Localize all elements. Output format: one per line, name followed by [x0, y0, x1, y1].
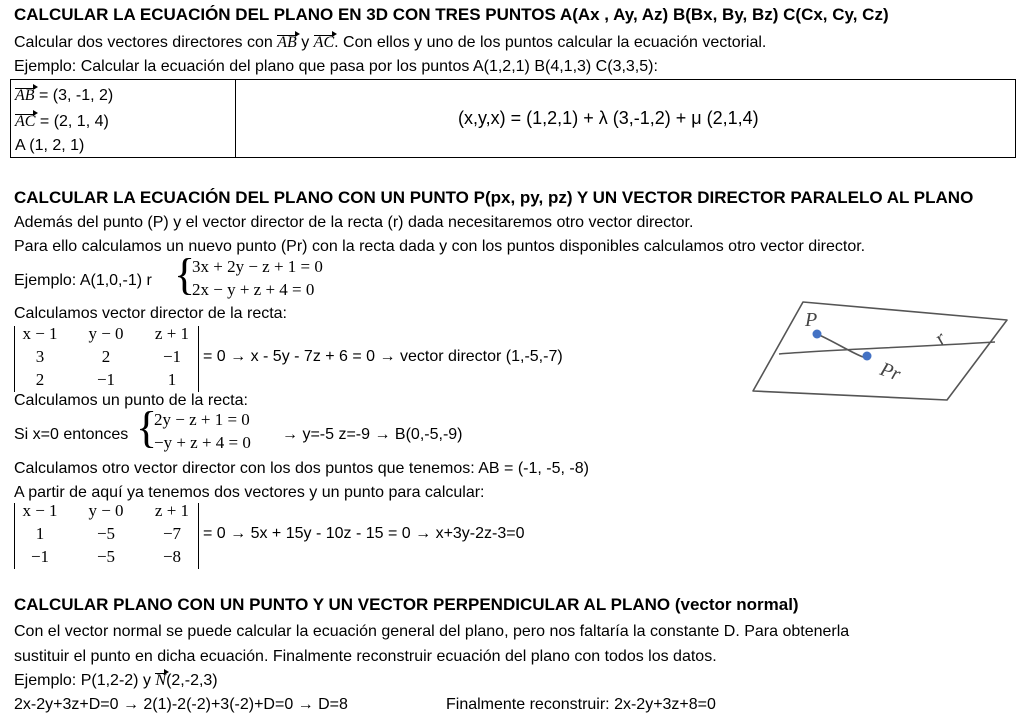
det2-cell: x − 1: [22, 501, 58, 520]
intro-text-b: . Con ellos y uno de los puntos calcular la ecuación vectorial.: [334, 34, 767, 51]
section2-title: CALCULAR LA ECUACIÓN DEL PLANO CON UN PUNTO P(px, py, pz) Y UN VECTOR DIRECTOR PARALELO AL PLANO: [14, 188, 974, 207]
calc-direction-vector: Calculamos vector director de la recta:: [14, 305, 287, 322]
vector-ab-label: AB: [15, 87, 35, 104]
determinant-2: [16, 501, 198, 569]
normal-vector: N: [155, 672, 167, 689]
det1-result: = 0 → x - 5y - 7z + 6 = 0 → vector director (1,-5,-7): [203, 348, 563, 365]
from-here: A partir de aquí ya tenemos dos vectores y un punto para calcular:: [14, 484, 485, 501]
plane-outline: [753, 302, 1007, 400]
system2-eq1: 2y − z + 1 = 0: [154, 410, 250, 429]
table-row-ab: [15, 86, 113, 106]
vector-equation: (x,y,x) = (1,2,1) + λ (3,-1,2) + μ (2,1,4): [458, 108, 759, 128]
example-point: Ejemplo: P(1,2-2) y: [14, 672, 156, 689]
system2-brace: {: [136, 403, 158, 452]
example-point-line: Ejemplo: A(1,0,-1) r: [14, 272, 152, 289]
plane-sketch: [745, 290, 1015, 405]
intro-text-a: Calcular dos vectores directores con: [14, 34, 278, 51]
det2-cell: −5: [96, 547, 116, 566]
system2-eq2: −y + z + 4 = 0: [154, 433, 251, 452]
system-eq2: 2x − y + z + 4 = 0: [192, 280, 315, 299]
label-p: P: [805, 309, 818, 331]
vector-ab-value: = (3, -1, 2): [34, 87, 114, 104]
section2-line1: Además del punto (P) y el vector director de la recta (r) dada necesitaremos otro vector director.: [14, 214, 694, 231]
section3-example: [14, 671, 218, 691]
system-brace: {: [174, 250, 196, 299]
si-label: Si x=0 entonces: [14, 426, 129, 443]
determinant-1: [16, 324, 198, 392]
normal-vector-value: (2,-2,3): [166, 672, 218, 689]
det2-cell: −1: [30, 547, 50, 566]
det2-cell: −8: [162, 547, 182, 566]
section1-example: Ejemplo: Calcular la ecuación del plano que pasa por los puntos A(1,2,1) B(4,1,3) C(3,3,5):: [14, 58, 658, 75]
det1-right-bar: [198, 326, 199, 392]
vector-ac-value: = (2, 1, 4): [35, 113, 109, 130]
vector-ac: AC: [313, 34, 335, 51]
det1-cell: z + 1: [154, 324, 190, 343]
other-vector: Calculamos otro vector director con los dos puntos que tenemos: AB = (-1, -5, -8): [14, 460, 589, 477]
det1-cell: −1: [162, 347, 182, 366]
det1-cell: 2: [101, 347, 111, 366]
det2-cell: z + 1: [154, 501, 190, 520]
det1-cell: y − 0: [88, 324, 124, 343]
section3-line2: sustituir el punto en dicha ecuación. Finalmente reconstruir ecuación del plano con todos los datos.: [14, 648, 717, 665]
table-row-point: A (1, 2, 1): [15, 137, 85, 154]
section1-title: CALCULAR LA ECUACIÓN DEL PLANO EN 3D CON TRES PUNTOS A(Ax , Ay, Az) B(Bx, By, Bz) C(Cx, Cy, Cz): [14, 5, 889, 24]
system2-result: → y=-5 z=-9 → B(0,-5,-9): [282, 426, 463, 443]
table-divider: [235, 79, 236, 157]
det1-left-bar: [14, 326, 15, 392]
intro-text-y: y: [296, 34, 314, 51]
arrow-p-pr: [817, 334, 863, 357]
label-pr: Pr: [877, 358, 904, 386]
det2-cell: y − 0: [88, 501, 124, 520]
line-r: [779, 342, 995, 354]
det1-cell: 2: [35, 370, 45, 389]
label-r: r: [930, 327, 951, 350]
det2-left-bar: [14, 503, 15, 569]
table-row-ac: [15, 112, 109, 132]
section3-title: CALCULAR PLANO CON UN PUNTO Y UN VECTOR PERPENDICULAR AL PLANO (vector normal): [14, 595, 799, 614]
det2-cell: −5: [96, 524, 116, 543]
section3-calc: 2x-2y+3z+D=0 → 2(1)-2(-2)+3(-2)+D=0 → D=8: [14, 696, 348, 713]
det1-cell: x − 1: [22, 324, 58, 343]
section3-line1: Con el vector normal se puede calcular la ecuación general del plano, pero nos faltaría la constante D. Para obtenerla: [14, 623, 850, 640]
section3-final: Finalmente reconstruir: 2x-2y+3z+8=0: [446, 696, 716, 713]
det1-cell: 3: [35, 347, 45, 366]
system-eq1: 3x + 2y − z + 1 = 0: [192, 257, 323, 276]
vector-ac-label: AC: [15, 113, 36, 130]
section2-line2: Para ello calculamos un nuevo punto (Pr) con la recta dada y con los puntos disponibles calculamos otro vector director.: [14, 238, 866, 255]
det2-right-bar: [198, 503, 199, 569]
det1-cell: −1: [96, 370, 116, 389]
det2-cell: 1: [35, 524, 45, 543]
vector-ab: AB: [277, 34, 297, 51]
calc-point: Calculamos un punto de la recta:: [14, 392, 248, 409]
point-pr: [863, 352, 872, 361]
det2-result: = 0 → 5x + 15y - 10z - 15 = 0 → x+3y-2z-3=0: [203, 525, 525, 542]
section1-intro: [14, 33, 766, 53]
det2-cell: −7: [162, 524, 182, 543]
det1-cell: 1: [167, 370, 177, 389]
